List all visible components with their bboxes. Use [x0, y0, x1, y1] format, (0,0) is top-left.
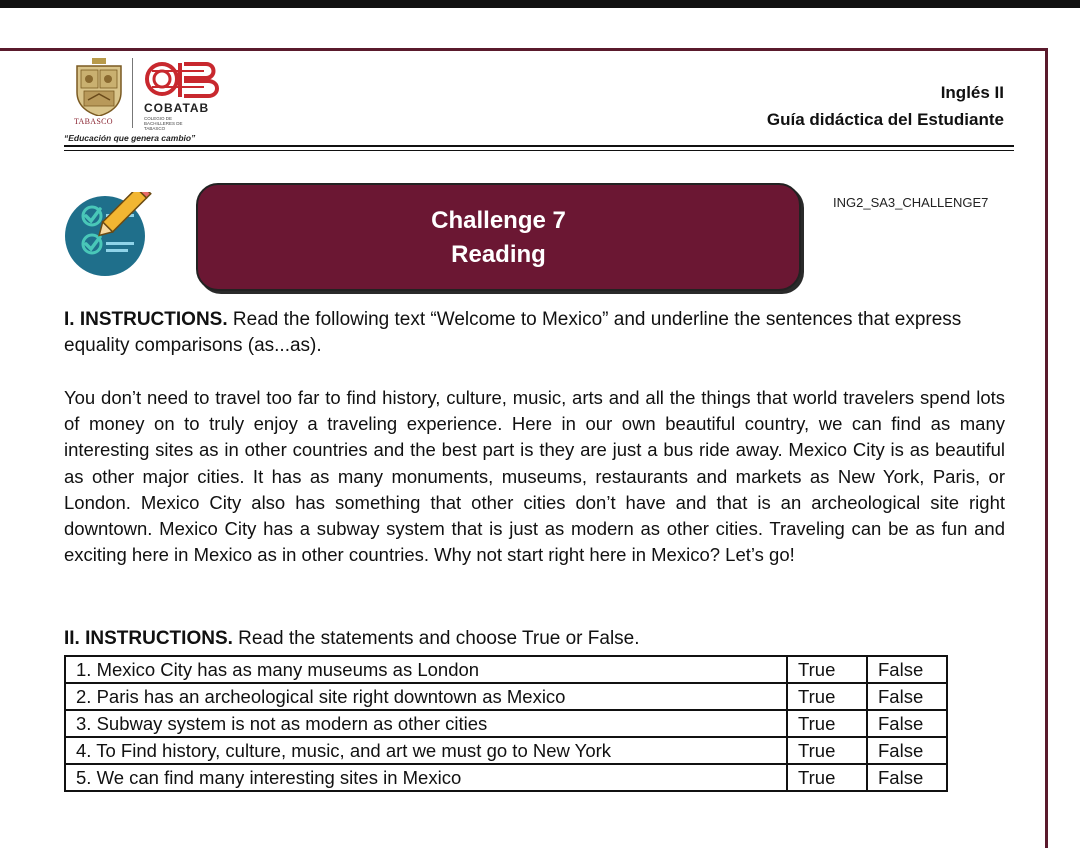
instructions-2-text: Read the statements and choose True or False. [232, 628, 640, 649]
top-black-bar [0, 0, 1080, 8]
logo-divider [132, 58, 133, 128]
true-option[interactable]: True [787, 764, 867, 791]
true-option[interactable]: True [787, 710, 867, 737]
cobatab-name: COBATAB [144, 101, 210, 115]
true-option[interactable]: True [787, 737, 867, 764]
false-option[interactable]: False [867, 683, 947, 710]
course-title: Inglés II [940, 83, 1004, 102]
banner-subtitle: Reading [451, 241, 546, 268]
true-option[interactable]: True [787, 683, 867, 710]
false-option[interactable]: False [867, 710, 947, 737]
guide-title: Guía didáctica del Estudiante [766, 110, 1004, 129]
tabasco-label: TABASCO [74, 117, 113, 126]
header-rule-thin [64, 150, 1014, 151]
cobatab-logo-icon [144, 60, 224, 100]
slogan: “Educación que genera cambio” [64, 133, 196, 143]
challenge-banner [196, 183, 801, 291]
table-row [65, 764, 947, 791]
table-row [65, 656, 947, 683]
statement-text: 3. Subway system is not as modern as other cities [65, 710, 787, 737]
false-option[interactable]: False [867, 737, 947, 764]
statement-text: 4. To Find history, culture, music, and art we must go to New York [65, 737, 787, 764]
true-option[interactable]: True [787, 656, 867, 683]
banner-title: Challenge 7 [431, 207, 566, 234]
instructions-1 [64, 307, 964, 359]
cobatab-subtitle: COLEGIO DE BACHILLERES DE TABASCO [144, 116, 183, 131]
table-row [65, 737, 947, 764]
false-option[interactable]: False [867, 656, 947, 683]
instructions-2-label: II. INSTRUCTIONS. [64, 628, 233, 649]
instructions-2 [64, 628, 640, 650]
header-rule [64, 145, 1014, 147]
statement-text: 2. Paris has an archeological site right downtown as Mexico [65, 683, 787, 710]
header-logos [64, 56, 244, 148]
checklist-pencil-icon [62, 192, 152, 276]
instructions-1-text: Read the following text “Welcome to Mexico” and underline the sentences that express equality comparisons (as...as). [64, 309, 962, 356]
table-row [65, 710, 947, 737]
tabasco-coat-of-arms-icon [74, 58, 124, 116]
instructions-1-label: I. INSTRUCTIONS. [64, 309, 228, 330]
statement-text: 1. Mexico City has as many museums as London [65, 656, 787, 683]
statements-table [64, 655, 948, 792]
activity-code: ING2_SA3_CHALLENGE7 [833, 195, 989, 210]
false-option[interactable]: False [867, 764, 947, 791]
table-row [65, 683, 947, 710]
statement-text: 5. We can find many interesting sites in Mexico [65, 764, 787, 791]
reading-text: You don’t need to travel too far to find history, culture, music, arts and all the things that world travelers spend lots of money on to truly enjoy a traveling experience. Here in our own beautiful country, we can find as many interesting sites as in other countries and the best part is they are just a bus ride away. Mexico City is as beautiful as other major cities. It has as many monuments, museums, restaurants and markets as New York, Paris, or London. Mexico City also has something that other cities don’t have and that is an archeological site right downtown. Mexico City has a subway system that is just as modern as other cities. Traveling can be as fun and exciting here in Mexico as in other countries. Why not start right here in Mexico? Let’s go! [64, 387, 1005, 566]
